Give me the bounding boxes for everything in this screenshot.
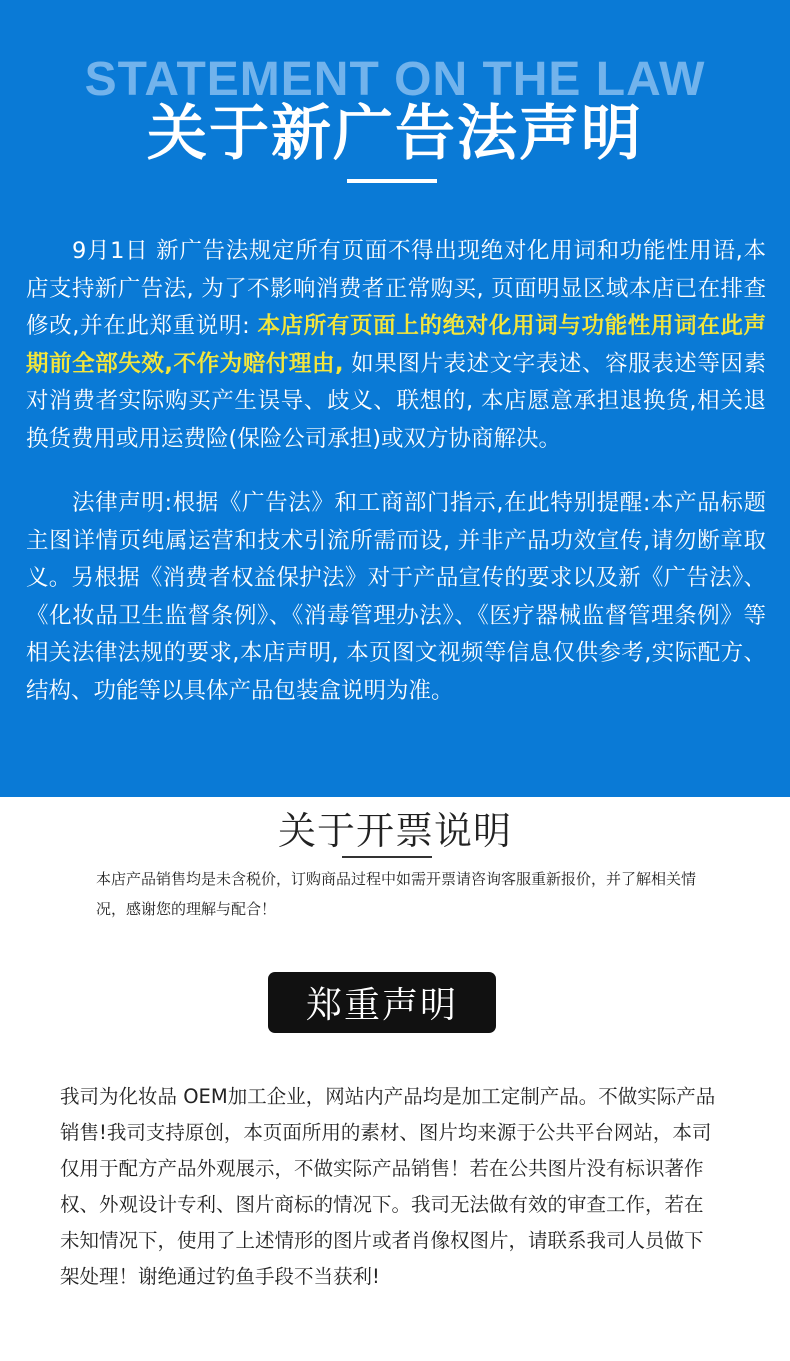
- law-paragraph-1-text-b: 如果图片表述文字表述、容服表述等因素对消费者实际购买产生误导、歧义、联想的, 本店愿意承担退换货,相关退换货费用或用运费险(保险公司承担)或双方协商解决。: [26, 350, 766, 452]
- statement-title-box: [268, 972, 496, 1033]
- statement-text: 我司为化妆品 OEM加工企业，网站内产品均是加工定制产品。不做实际产品销售!我司支持原创，本页面所用的素材、图片均来源于公共平台网站，本司仅用于配方产品外观展示，不做实际产品销售！若在公共图片没有标识著作权、外观设计专利、图片商标的情况下。我司无法做有效的审查工作，若在未知情况下，使用了上述情形的图片或者肖像权图片，请联系我司人员做下架处理！谢绝通过钓鱼手段不当获利!: [60, 1085, 716, 1288]
- law-statement-title: 关于新广告法声明: [147, 99, 643, 169]
- title-divider: [347, 179, 437, 183]
- invoice-divider: [342, 856, 432, 858]
- law-paragraph-1: [26, 233, 766, 458]
- statement-title: 郑重声明: [305, 985, 458, 1026]
- background-title-text: STATEMENT ON THE LAW: [84, 53, 706, 106]
- law-paragraph-2: 法律声明:根据《广告法》和工商部门指示,在此特别提醒:本产品标题主图详情页纯属运营和技术引流所需而设, 并非产品功效宣传,请勿断章取义。另根据《消费者权益保护法》对于产品宣传的要求以及新《广告法》、《化妆品卫生监督条例》、《消毒管理办法》、《医疗器械监督管理条例》等相关法律法规的要求,本店声明, 本页图文视频等信息仅供参考,实际配方、结构、功能等以具体产品包装盒说明为准。: [26, 490, 766, 704]
- law-paragraph-1-text-a: 9月1日 新广告法规定所有页面不得出现绝对化用词和功能性用语,本店支持新广告法, 为了不影响消费者正常购买, 页面明显区域本店已在排查修改,并在此郑重说明:: [26, 238, 766, 339]
- invoice-text: 本店产品销售均是未含税价，订购商品过程中如需开票请咨询客服重新报价，并了解相关情况，感谢您的理解与配合！: [96, 870, 697, 918]
- invoice-title: 关于开票说明: [277, 809, 512, 853]
- law-paragraph-1-highlight: 本店所有页面上的绝对化用词与功能性用词在此声期前全部失效,不作为赔付理由,: [26, 313, 766, 377]
